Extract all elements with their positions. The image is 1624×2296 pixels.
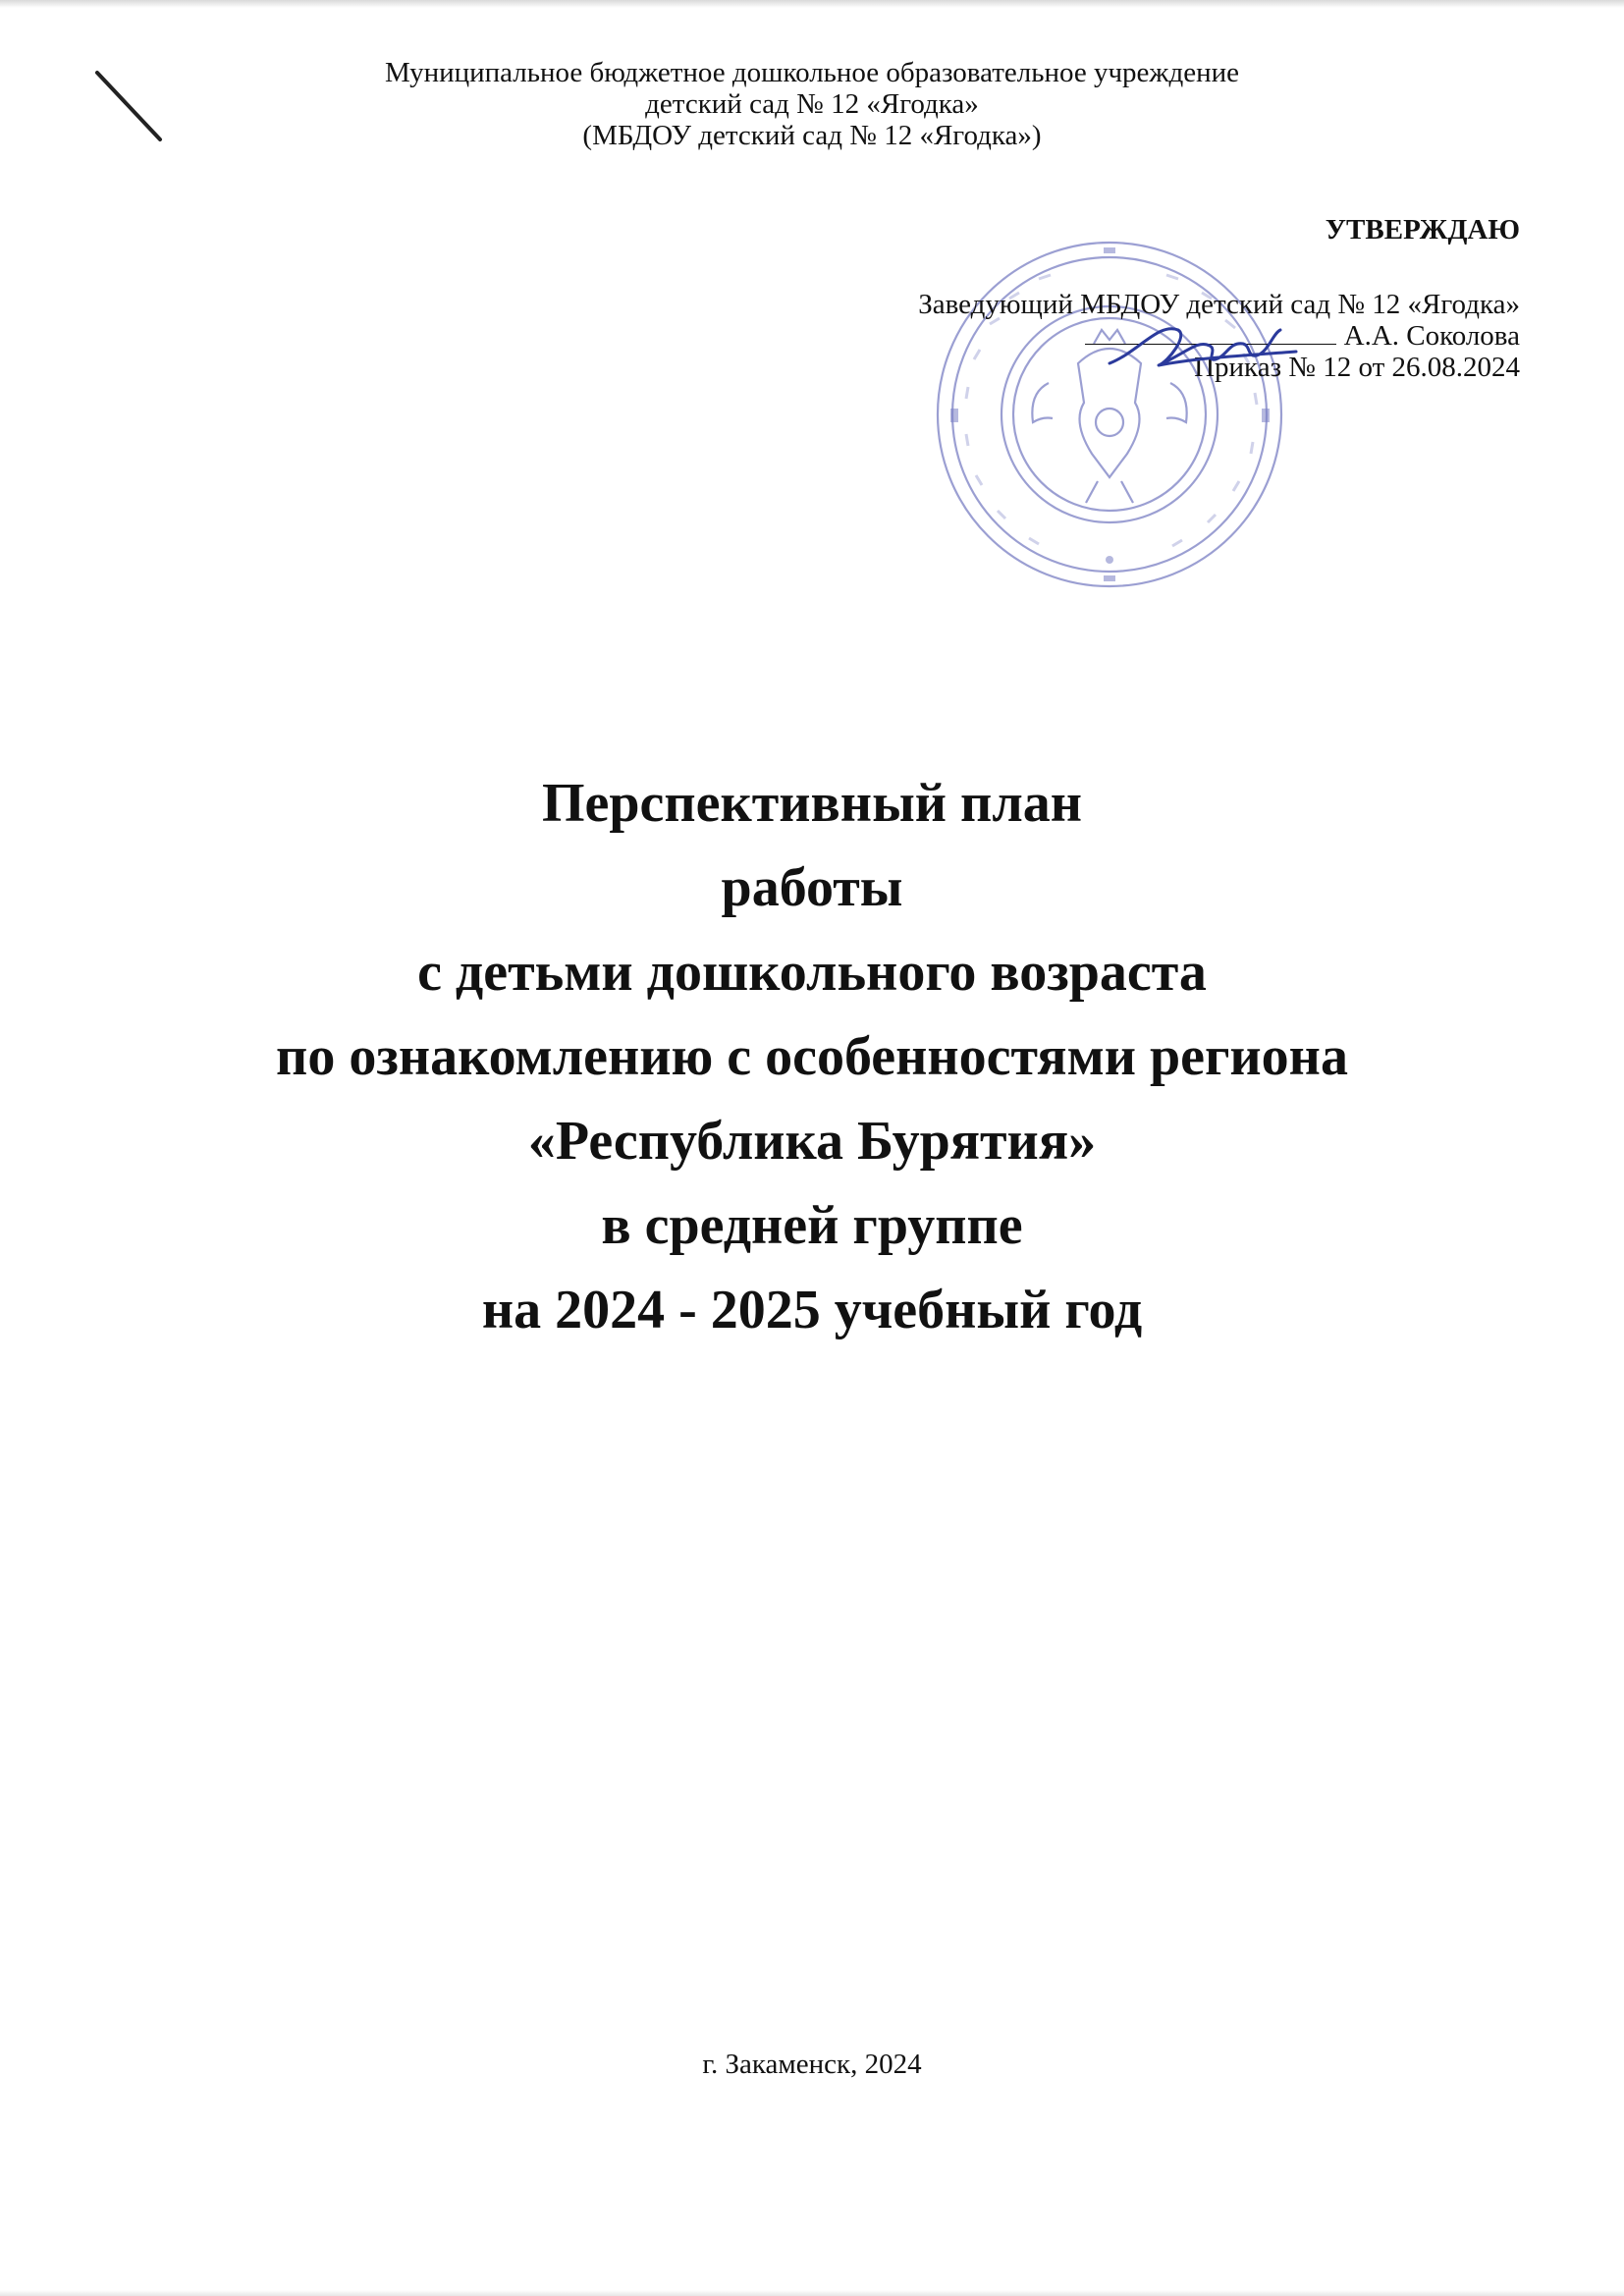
institution-header (0, 57, 1624, 151)
approval-position: Заведующий МБДОУ детский сад № 12 «Ягодка» (918, 289, 1520, 320)
title-line-1: Перспективный план (541, 773, 1083, 834)
title-line-3: с детьми дошкольного возраста (417, 942, 1207, 1003)
handwritten-signature (1100, 312, 1306, 381)
place-and-year: г. Закаменск, 2024 (702, 2049, 922, 2080)
title-line-4: по ознакомлению с особенностями региона (276, 1026, 1348, 1087)
scan-top-edge (0, 0, 1624, 8)
scan-bottom-edge (0, 2290, 1624, 2296)
header-line-2: детский сад № 12 «Ягодка» (645, 88, 979, 120)
approver-name: А.А. Соколова (1343, 320, 1520, 352)
title-line-6: в средней группе (601, 1195, 1023, 1256)
order-reference: Приказ № 12 от 26.08.2024 (1194, 352, 1520, 383)
header-line-1: Муниципальное бюджетное дошкольное образовательное учреждение (385, 57, 1239, 88)
approval-title: УТВЕРЖДАЮ (1325, 214, 1520, 246)
title-line-2: работы (721, 857, 903, 918)
title-line-7: на 2024 - 2025 учебный год (481, 1280, 1143, 1340)
main-title (0, 761, 1624, 1352)
title-line-5: «Республика Бурятия» (527, 1111, 1097, 1172)
header-line-3: (МБДОУ детский сад № 12 «Ягодка») (582, 120, 1042, 151)
